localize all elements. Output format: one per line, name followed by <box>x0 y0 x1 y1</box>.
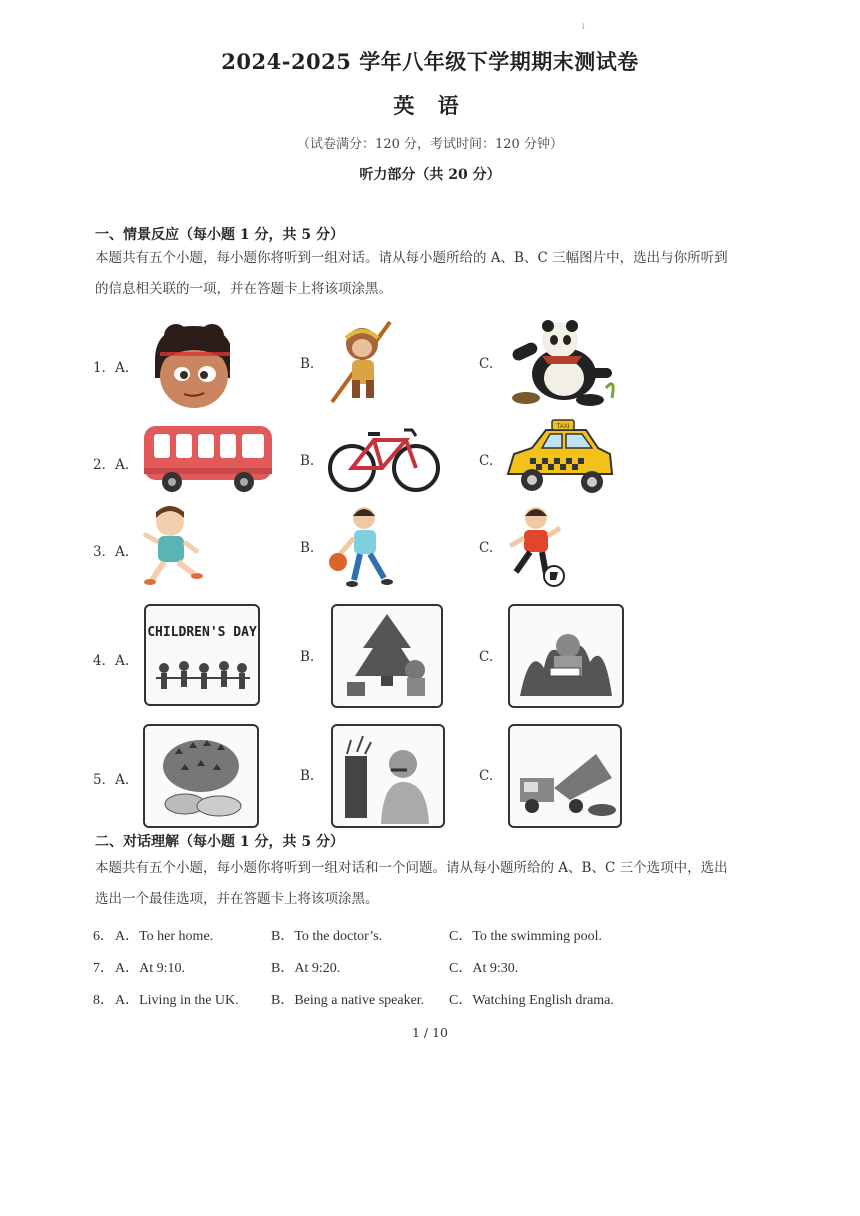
q1-b-picture <box>328 318 396 408</box>
q2-c-picture <box>500 418 616 498</box>
q2-a-picture <box>140 422 276 496</box>
q7-option-c: C．At 9:30. <box>449 961 519 976</box>
q3-b-label: B. <box>300 540 315 556</box>
q7-number: 7． <box>93 961 114 976</box>
page-number: 1 / 10 <box>411 1025 449 1040</box>
q6-number: 6． <box>93 929 114 944</box>
q2-b-picture <box>326 422 442 494</box>
q6-option-a: A．To her home. <box>115 929 214 944</box>
q3-c-label: C. <box>479 540 494 556</box>
q5-label: 5．A. <box>93 772 130 788</box>
q4-c-label: C. <box>479 649 494 665</box>
subject-title: 英 语 <box>393 93 467 118</box>
section2-instruction-line1: 本题共有五个小题，每小题你将听到一组对话和一个问题。请从每小题所给的 A、B、C 三个选项中，选出 <box>95 860 728 876</box>
q8-option-b: B．Being a native speaker. <box>271 993 425 1008</box>
q1-b-label: B. <box>300 356 315 372</box>
q5-c-picture <box>508 724 622 828</box>
section2-heading: 二、对话理解（每小题 1 分，共 5 分） <box>95 834 344 850</box>
q8-option-c: C．Watching English drama. <box>449 993 614 1008</box>
q4-c-picture <box>508 604 624 708</box>
q5-c-label: C. <box>479 768 494 784</box>
q6-option-c: C．To the swimming pool. <box>449 929 603 944</box>
q7-option-a: A．At 9:10. <box>115 961 185 976</box>
q2-label: 2．A. <box>93 457 130 473</box>
listening-part-title: 听力部分（共 20 分） <box>359 167 501 183</box>
q5-a-picture <box>143 724 259 828</box>
q3-a-picture <box>140 504 206 588</box>
exam-info: （试卷满分：120 分，考试时间：120 分钟） <box>297 137 563 152</box>
q8-number: 8． <box>93 993 114 1008</box>
q1-c-label: C. <box>479 356 494 372</box>
childrens-day-text: CHILDREN'S DAY <box>147 625 257 640</box>
corner-mark: i <box>582 22 585 31</box>
section2-instruction-line2: 选出一个最佳选项，并在答题卡上将该项涂黑。 <box>95 891 379 907</box>
q4-b-picture <box>331 604 443 708</box>
q4-b-label: B. <box>300 649 315 665</box>
q3-label: 3．A. <box>93 544 130 560</box>
q3-b-picture <box>326 504 396 590</box>
q4-label: 4．A. <box>93 653 130 669</box>
taxi-sign-text: TAXI <box>556 424 570 430</box>
exam-title: 2024-2025 学年八年级下学期期末测试卷 <box>221 49 639 74</box>
section1-instructions <box>95 243 780 305</box>
q5-b-label: B. <box>300 768 315 784</box>
q1-label: 1．A. <box>93 360 130 376</box>
q2-c-label: C. <box>479 453 494 469</box>
section1-heading: 一、情景反应（每小题 1 分，共 5 分） <box>95 227 344 243</box>
q6-option-b: B．To the doctor’s. <box>271 929 383 944</box>
q7-option-b: B．At 9:20. <box>271 961 341 976</box>
q8-option-a: A．Living in the UK. <box>115 993 239 1008</box>
q1-c-picture <box>502 316 620 408</box>
q1-a-picture <box>140 318 230 410</box>
section2-instructions <box>95 853 780 915</box>
q2-b-label: B. <box>300 453 315 469</box>
q3-c-picture <box>502 504 568 588</box>
section1-instruction-line1: 本题共有五个小题，每小题你将听到一组对话。请从每小题所给的 A、B、C 三幅图片中，选出与你所听到 <box>95 250 728 266</box>
q5-b-picture <box>331 724 445 828</box>
q4-a-picture <box>144 604 260 706</box>
section1-instruction-line2: 的信息相关联的一项，并在答题卡上将该项涂黑。 <box>95 281 392 297</box>
